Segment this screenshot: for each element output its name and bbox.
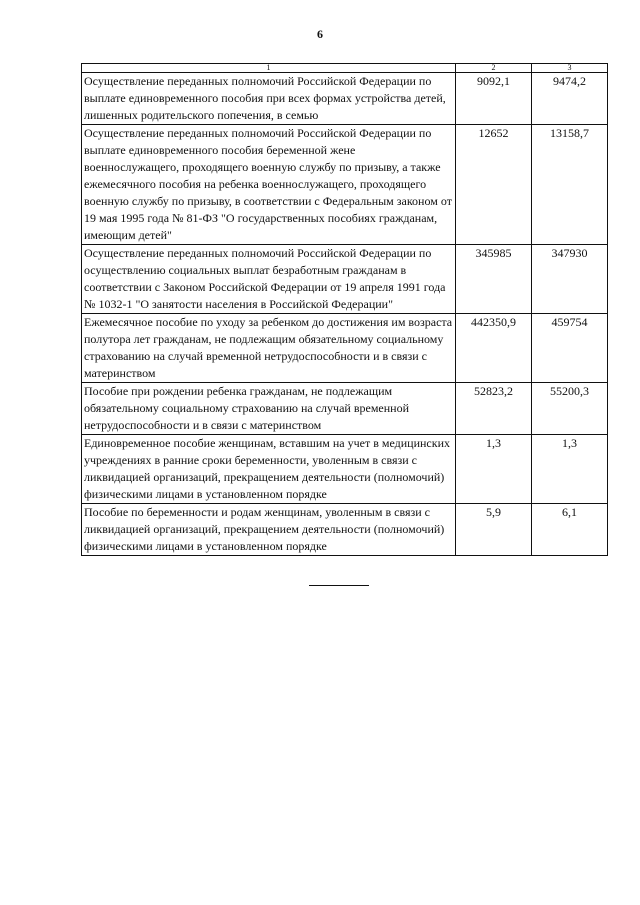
- row-description: Единовременное пособие женщинам, вставшим на учет в медицинских учреждениях в ранние сроки беременности, уволенным в связи с ликвидацией организаций, прекращением деятельности (полномочий) физическими лицами в установленном порядке: [82, 435, 456, 504]
- row-description: Пособие по беременности и родам женщинам, уволенным в связи с ликвидацией организаций, прекращением деятельности (полномочий) физическими лицами в установленном порядке: [82, 504, 456, 556]
- row-description: Осуществление переданных полномочий Российской Федерации по выплате единовременного пособия беременной жене военнослужащего, проходящего военную службу по призыву, а также ежемесячного пособия на ребенка военнослужащего, проходящего военную службу по призыву, в соответствии с Федеральным законом от 19 мая 1995 года № 81-ФЗ "О государственных пособиях гражданам, имеющим детей": [82, 125, 456, 245]
- row-value-col3: 13158,7: [532, 125, 608, 245]
- row-value-col3: 55200,3: [532, 383, 608, 435]
- row-description: Осуществление переданных полномочий Российской Федерации по осуществлению социальных выплат безработным гражданам в соответствии с Законом Российской Федерации от 19 апреля 1991 года № 1032-1 "О занятости населения в Российской Федерации": [82, 245, 456, 314]
- table-row: [82, 125, 608, 245]
- row-value-col3: 1,3: [532, 435, 608, 504]
- column-header-1: 1: [82, 64, 456, 73]
- separator-line: [309, 585, 369, 586]
- table-row: [82, 314, 608, 383]
- row-value-col2: 345985: [456, 245, 532, 314]
- page-number: 6: [317, 27, 323, 41]
- table-row: [82, 383, 608, 435]
- benefits-table: [81, 63, 608, 556]
- row-value-col2: 442350,9: [456, 314, 532, 383]
- row-description: Осуществление переданных полномочий Российской Федерации по выплате единовременного пособия при всех формах устройства детей, лишенных родительского попечения, в семью: [82, 73, 456, 125]
- table-row: [82, 435, 608, 504]
- row-value-col2: 5,9: [456, 504, 532, 556]
- row-value-col2: 12652: [456, 125, 532, 245]
- column-header-3: 3: [532, 64, 608, 73]
- table-row: [82, 245, 608, 314]
- table-row: [82, 73, 608, 125]
- row-description: Ежемесячное пособие по уходу за ребенком до достижения им возраста полутора лет гражданам, не подлежащим обязательному социальному страхованию на случай временной нетрудоспособности и в связи с материнством: [82, 314, 456, 383]
- column-header-2: 2: [456, 64, 532, 73]
- row-value-col2: 52823,2: [456, 383, 532, 435]
- row-value-col2: 9092,1: [456, 73, 532, 125]
- row-value-col2: 1,3: [456, 435, 532, 504]
- row-value-col3: 459754: [532, 314, 608, 383]
- row-value-col3: 347930: [532, 245, 608, 314]
- row-value-col3: 9474,2: [532, 73, 608, 125]
- table-row: [82, 504, 608, 556]
- row-description: Пособие при рождении ребенка гражданам, не подлежащим обязательному социальному страхованию на случай временной нетрудоспособности и в связи с материнством: [82, 383, 456, 435]
- table-header-row: [82, 64, 608, 73]
- row-value-col3: 6,1: [532, 504, 608, 556]
